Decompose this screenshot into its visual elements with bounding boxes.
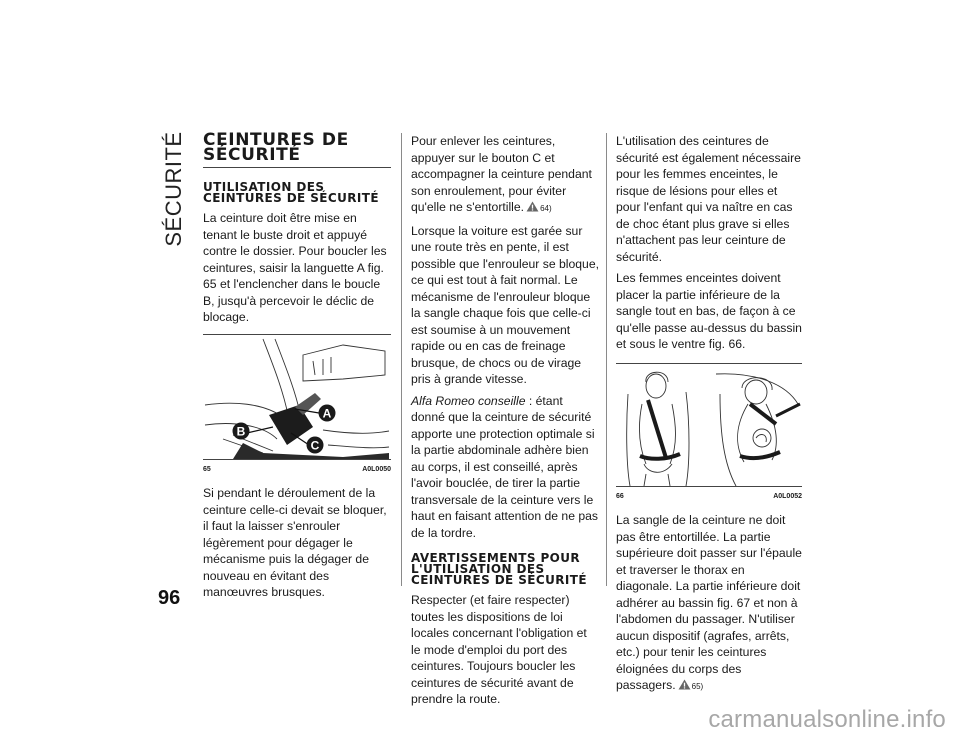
subsection-title: AVERTISSEMENTS POUR L'UTILISATION DES CEINTURES DE SÉCURITÉ bbox=[411, 551, 587, 587]
callout-a-label: A bbox=[322, 406, 332, 420]
paragraph-text: La sangle de la ceinture ne doit pas être entortillée. La partie supérieure doit passer sur l'épaule et traverser le thorax en diagonale. La partie inférieure doit adhérer au bassin fig. 67 et non à l'abdomen du passager. N'utiliser aucun dispositif (agrafes, arrêts, etc.) pour tenir les ceintures éloignées du corps des passagers. bbox=[616, 513, 802, 692]
pregnant-seatbelt-illustration bbox=[616, 364, 802, 486]
brand-italic: Alfa Romeo conseille bbox=[411, 393, 526, 408]
subsection-title: UTILISATION DES CEINTURES DE SÉCURITÉ bbox=[203, 180, 379, 205]
column-divider bbox=[401, 133, 402, 586]
paragraph: Si pendant le déroulement de la ceinture celle-ci devait se bloquer, il faut la laisser s'enrouler légèrement pour dégager le mécanisme puis la dégager de nouveau en évitant des manœuvres brusques. bbox=[203, 486, 387, 599]
paragraph: La ceinture doit être mise en tenant le buste droit et appuyé contre le dossier. Pour boucler les ceintures, saisir la languette A fig. 65 et l'enclencher dans le boucle B, jusqu'à percevoir le déclic de blocage. bbox=[203, 211, 387, 324]
paragraph bbox=[616, 512, 802, 696]
paragraph-text: : étant donné que la ceinture de sécurité apporte une protection optimale si la partie abdominale adhère bien au corps, il est conseillé, après l'avoir bouclée, de tirer la partie transversale de la ceinture vers le haut en faisant attention de ne pas de la tordre. bbox=[411, 393, 599, 540]
column-2 bbox=[411, 133, 599, 713]
column-3 bbox=[616, 133, 802, 701]
seatbelt-buckle-illustration bbox=[203, 335, 391, 459]
figure-66-frame bbox=[616, 363, 802, 487]
figure-65-frame bbox=[203, 334, 391, 460]
figure-caption bbox=[203, 462, 391, 479]
paragraph bbox=[411, 393, 599, 542]
section-side-label: SÉCURITÉ bbox=[161, 131, 186, 247]
paragraph: L'utilisation des ceintures de sécurité est également nécessaire pour les femmes enceintes, le risque de lésions pour elles et pour l'enfant qui va naître en cas de choc étant plus grave si elles n'attachent pas leur ceinture de sécurité. bbox=[616, 134, 801, 264]
figure-number: 66 bbox=[616, 492, 624, 500]
callout-b-label: B bbox=[236, 424, 246, 438]
figure-code: A0L0052 bbox=[773, 492, 802, 500]
note-reference: 65) bbox=[691, 682, 704, 691]
section-title: CEINTURES DE SÉCURITÉ bbox=[203, 133, 391, 168]
watermark: carmanualsonline.info bbox=[708, 706, 946, 733]
paragraph: Respecter (et faire respecter) toutes les dispositions de loi locales concernant l'obligation et le mode d'emploi du port des ceintures. Toujours boucler les ceintures de sécurité avant de prendre la route. bbox=[411, 593, 587, 706]
figure-number: 65 bbox=[203, 465, 211, 473]
page-number: 96 bbox=[158, 587, 181, 609]
paragraph: Lorsque la voiture est garée sur une route très en pente, il est possible que l'enrouleur se bloque, ce qui est tout à fait normal. Le mécanisme de l'enrouleur bloque la sangle chaque fois que celle-ci est soumise à un mouvement rapide ou en cas de freinage brusque, de chocs ou de virage pris à grande vitesse. bbox=[411, 223, 599, 386]
column-divider bbox=[606, 133, 607, 586]
figure-65 bbox=[203, 334, 391, 479]
callout-c-label: C bbox=[310, 438, 320, 452]
figure-code: A0L0050 bbox=[362, 465, 391, 473]
warning-icon bbox=[526, 201, 539, 212]
figure-66 bbox=[616, 363, 802, 506]
paragraph: Les femmes enceintes doivent placer la partie inférieure de la sangle tout en bas, de façon à ce qu'elle passe au-dessus du bassin et sous le ventre fig. 66. bbox=[616, 271, 802, 351]
section-side-tab bbox=[158, 132, 188, 252]
note-reference: 64) bbox=[540, 204, 552, 213]
figure-caption bbox=[616, 489, 802, 506]
paragraph bbox=[411, 133, 599, 218]
column-1 bbox=[203, 130, 391, 606]
paragraph-text: Pour enlever les ceintures, appuyer sur le bouton C et accompagner la ceinture pendant son enroulement, pour éviter qu'elle ne s'entortille. bbox=[411, 134, 592, 214]
warning-icon bbox=[678, 679, 691, 690]
